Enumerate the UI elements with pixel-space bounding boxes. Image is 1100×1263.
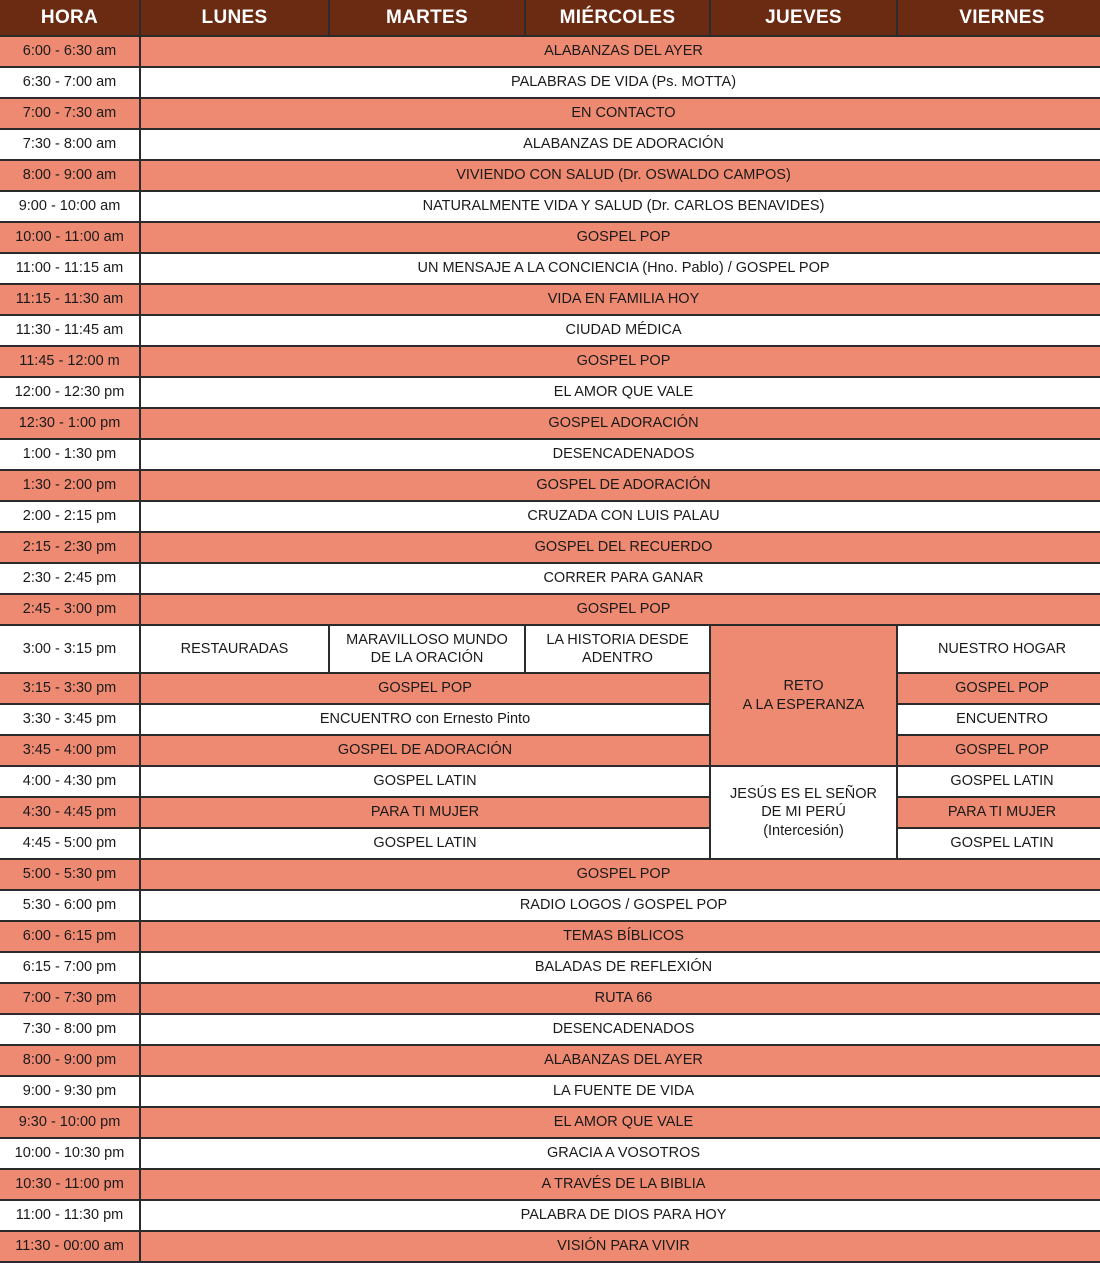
time-cell: 11:45 - 12:00 m bbox=[0, 346, 139, 377]
program-cell: EL AMOR QUE VALE bbox=[141, 1107, 1100, 1138]
program-cell: GOSPEL DEL RECUERDO bbox=[141, 532, 1100, 563]
program-cell: PALABRAS DE VIDA (Ps. MOTTA) bbox=[141, 67, 1100, 98]
program-cell: GOSPEL POP bbox=[141, 859, 1100, 890]
program-cell-viernes: NUESTRO HOGAR bbox=[898, 625, 1100, 673]
column-header: MARTES bbox=[330, 0, 524, 36]
column-header: HORA bbox=[0, 0, 139, 36]
time-cell: 2:00 - 2:15 pm bbox=[0, 501, 139, 532]
column-header: JUEVES bbox=[711, 0, 896, 36]
time-cell: 3:45 - 4:00 pm bbox=[0, 735, 139, 766]
program-cell: A TRAVÉS DE LA BIBLIA bbox=[141, 1169, 1100, 1200]
time-cell: 7:00 - 7:30 pm bbox=[0, 983, 139, 1014]
program-cell: EL AMOR QUE VALE bbox=[141, 377, 1100, 408]
time-cell: 10:30 - 11:00 pm bbox=[0, 1169, 139, 1200]
program-cell: GRACIA A VOSOTROS bbox=[141, 1138, 1100, 1169]
time-cell: 3:30 - 3:45 pm bbox=[0, 704, 139, 735]
program-cell: DESENCADENADOS bbox=[141, 1014, 1100, 1045]
time-cell: 12:00 - 12:30 pm bbox=[0, 377, 139, 408]
program-cell: ALABANZAS DEL AYER bbox=[141, 1045, 1100, 1076]
time-cell: 11:30 - 00:00 am bbox=[0, 1231, 139, 1262]
time-cell: 6:00 - 6:15 pm bbox=[0, 921, 139, 952]
time-cell: 10:00 - 10:30 pm bbox=[0, 1138, 139, 1169]
program-cell-viernes: ENCUENTRO bbox=[898, 704, 1100, 735]
time-cell: 2:15 - 2:30 pm bbox=[0, 532, 139, 563]
time-cell: 11:00 - 11:15 am bbox=[0, 253, 139, 284]
program-cell: VIDA EN FAMILIA HOY bbox=[141, 284, 1100, 315]
program-cell: GOSPEL DE ADORACIÓN bbox=[141, 470, 1100, 501]
program-cell-viernes: GOSPEL POP bbox=[898, 735, 1100, 766]
time-cell: 1:00 - 1:30 pm bbox=[0, 439, 139, 470]
program-cell: DESENCADENADOS bbox=[141, 439, 1100, 470]
program-cell: TEMAS BÍBLICOS bbox=[141, 921, 1100, 952]
column-header: MIÉRCOLES bbox=[526, 0, 709, 36]
program-cell: NATURALMENTE VIDA Y SALUD (Dr. CARLOS BENAVIDES) bbox=[141, 191, 1100, 222]
program-cell: VIVIENDO CON SALUD (Dr. OSWALDO CAMPOS) bbox=[141, 160, 1100, 191]
time-cell: 8:00 - 9:00 pm bbox=[0, 1045, 139, 1076]
program-cell-viernes: GOSPEL LATIN bbox=[898, 766, 1100, 797]
time-cell: 6:15 - 7:00 pm bbox=[0, 952, 139, 983]
program-cell: GOSPEL ADORACIÓN bbox=[141, 408, 1100, 439]
program-cell-lunes-miercoles: GOSPEL LATIN bbox=[141, 828, 709, 859]
program-cell-viernes: PARA TI MUJER bbox=[898, 797, 1100, 828]
time-cell: 3:00 - 3:15 pm bbox=[0, 625, 139, 673]
program-cell: CORRER PARA GANAR bbox=[141, 563, 1100, 594]
program-cell-lunes-miercoles: GOSPEL DE ADORACIÓN bbox=[141, 735, 709, 766]
time-cell: 11:30 - 11:45 am bbox=[0, 315, 139, 346]
program-cell-viernes: GOSPEL POP bbox=[898, 673, 1100, 704]
program-cell-jueves-reto: RETO A LA ESPERANZA bbox=[711, 625, 896, 766]
time-cell: 5:00 - 5:30 pm bbox=[0, 859, 139, 890]
time-cell: 7:00 - 7:30 am bbox=[0, 98, 139, 129]
time-cell: 6:00 - 6:30 am bbox=[0, 36, 139, 67]
time-cell: 7:30 - 8:00 pm bbox=[0, 1014, 139, 1045]
time-cell: 5:30 - 6:00 pm bbox=[0, 890, 139, 921]
time-cell: 12:30 - 1:00 pm bbox=[0, 408, 139, 439]
program-cell: GOSPEL POP bbox=[141, 594, 1100, 625]
program-cell: ALABANZAS DE ADORACIÓN bbox=[141, 129, 1100, 160]
time-cell: 2:30 - 2:45 pm bbox=[0, 563, 139, 594]
program-cell: PALABRA DE DIOS PARA HOY bbox=[141, 1200, 1100, 1231]
time-cell: 9:30 - 10:00 pm bbox=[0, 1107, 139, 1138]
program-cell-lunes-miercoles: GOSPEL POP bbox=[141, 673, 709, 704]
time-cell: 4:00 - 4:30 pm bbox=[0, 766, 139, 797]
program-cell-lunes: RESTAURADAS bbox=[141, 625, 328, 673]
time-cell: 6:30 - 7:00 am bbox=[0, 67, 139, 98]
program-cell-miercoles: LA HISTORIA DESDE ADENTRO bbox=[526, 625, 709, 673]
time-cell: 9:00 - 9:30 pm bbox=[0, 1076, 139, 1107]
program-cell: UN MENSAJE A LA CONCIENCIA (Hno. Pablo) / GOSPEL POP bbox=[141, 253, 1100, 284]
program-cell: RADIO LOGOS / GOSPEL POP bbox=[141, 890, 1100, 921]
program-cell: ALABANZAS DEL AYER bbox=[141, 36, 1100, 67]
time-cell: 11:15 - 11:30 am bbox=[0, 284, 139, 315]
time-cell: 8:00 - 9:00 am bbox=[0, 160, 139, 191]
program-cell: GOSPEL POP bbox=[141, 346, 1100, 377]
time-cell: 10:00 - 11:00 am bbox=[0, 222, 139, 253]
program-cell: VISIÓN PARA VIVIR bbox=[141, 1231, 1100, 1262]
program-cell-lunes-miercoles: PARA TI MUJER bbox=[141, 797, 709, 828]
program-cell-lunes-miercoles: GOSPEL LATIN bbox=[141, 766, 709, 797]
program-cell: CIUDAD MÉDICA bbox=[141, 315, 1100, 346]
time-cell: 7:30 - 8:00 am bbox=[0, 129, 139, 160]
program-cell: EN CONTACTO bbox=[141, 98, 1100, 129]
time-cell: 4:45 - 5:00 pm bbox=[0, 828, 139, 859]
program-cell: RUTA 66 bbox=[141, 983, 1100, 1014]
program-cell-jueves-jesus: JESÚS ES EL SEÑOR DE MI PERÚ (Intercesión) bbox=[711, 766, 896, 859]
program-cell: LA FUENTE DE VIDA bbox=[141, 1076, 1100, 1107]
program-cell-viernes: GOSPEL LATIN bbox=[898, 828, 1100, 859]
program-cell: BALADAS DE REFLEXIÓN bbox=[141, 952, 1100, 983]
program-cell: GOSPEL POP bbox=[141, 222, 1100, 253]
program-cell-martes: MARAVILLOSO MUNDO DE LA ORACIÓN bbox=[330, 625, 524, 673]
time-cell: 3:15 - 3:30 pm bbox=[0, 673, 139, 704]
time-cell: 4:30 - 4:45 pm bbox=[0, 797, 139, 828]
program-cell: CRUZADA CON LUIS PALAU bbox=[141, 501, 1100, 532]
time-cell: 9:00 - 10:00 am bbox=[0, 191, 139, 222]
time-cell: 1:30 - 2:00 pm bbox=[0, 470, 139, 501]
program-cell-lunes-miercoles: ENCUENTRO con Ernesto Pinto bbox=[141, 704, 709, 735]
time-cell: 2:45 - 3:00 pm bbox=[0, 594, 139, 625]
column-header: LUNES bbox=[141, 0, 328, 36]
column-header: VIERNES bbox=[898, 0, 1100, 36]
time-cell: 11:00 - 11:30 pm bbox=[0, 1200, 139, 1231]
